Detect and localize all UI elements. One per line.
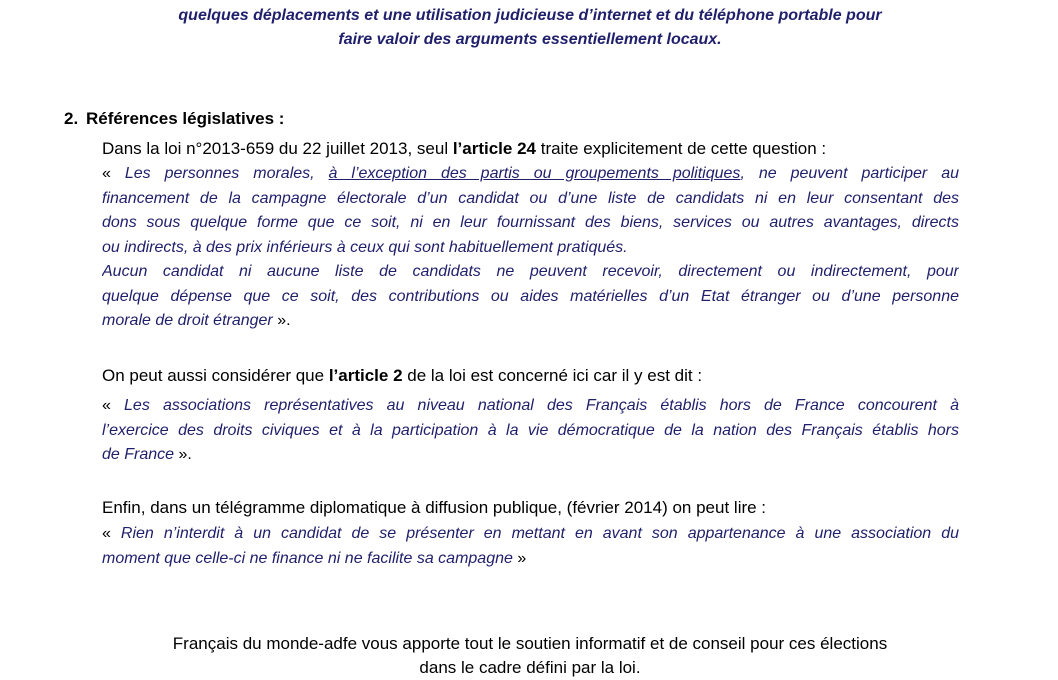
- quote3-open-mark: «: [102, 525, 121, 542]
- section-title: Références législatives :: [86, 109, 285, 128]
- quote1-line-5: Aucun candidat ni aucune liste de candidats ne peuvent recevoir, directement ou indirectement, pour: [102, 263, 959, 280]
- quote1-line-7: [102, 309, 959, 334]
- quote1-close-mark: ».: [272, 312, 291, 329]
- section-number: 2.: [64, 109, 79, 128]
- quote-article-24: [102, 162, 959, 334]
- quote1-open-mark: «: [102, 165, 125, 182]
- intro-line-2: faire valoir des arguments essentiellement locaux.: [338, 31, 722, 48]
- quote2-line-3: [102, 443, 959, 468]
- paragraph-article-24: [102, 137, 959, 161]
- quote3-line-2: [102, 547, 959, 572]
- intro-line-1: quelques déplacements et une utilisation judicieuse d’internet et du téléphone portable pour: [178, 7, 882, 24]
- quote2-line-3-text: de France: [102, 446, 175, 463]
- article-2-reference: l’article 2: [328, 366, 403, 385]
- quote1-line-1-a: Les personnes morales,: [124, 165, 329, 182]
- closing-statement: [100, 632, 960, 680]
- quote2-line-1-text: Les associations représentatives au niveau national des Français établis hors de France concourent à: [124, 397, 959, 414]
- article-24-reference: l’article 24: [452, 139, 536, 158]
- para2-text-after: de la loi est concerné ici car il y est dit :: [402, 366, 703, 385]
- quote2-close-mark: ».: [174, 446, 192, 463]
- para1-text-before: Dans la loi n°2013-659 du 22 juillet 2013, seul: [102, 139, 453, 158]
- quote1-line-6: quelque dépense que ce soit, des contributions ou aides matérielles d’un Etat étranger ou d’une personne: [102, 287, 959, 305]
- quote2-line-2: l’exercice des droits civiques et à la participation à la vie démocratique de la nation des Français établis hors: [102, 421, 959, 439]
- quote3-line-1: [102, 522, 959, 547]
- quote2-line-1: [102, 394, 959, 419]
- quote3-line-1-text: Rien n’interdit à un candidat de se présenter en mettant en avant son appartenance à une association du: [120, 525, 959, 542]
- section-heading: [64, 107, 284, 131]
- para1-text-after: traite explicitement de cette question :: [536, 139, 827, 158]
- quote-telegram: [102, 522, 959, 571]
- quote-article-2: [102, 394, 959, 468]
- closing-line-2: dans le cadre défini par la loi.: [419, 658, 641, 677]
- quote1-line-7-text: morale de droit étranger: [102, 312, 273, 329]
- quote1-line-1: [102, 162, 959, 187]
- closing-line-1: Français du monde-adfe vous apporte tout le soutien informatif et de conseil pour ces élections: [172, 634, 888, 653]
- quote3-line-2-text: moment que celle-ci ne finance ni ne facilite sa campagne: [102, 549, 513, 567]
- para2-text-before: On peut aussi considérer que: [102, 366, 329, 385]
- quote2-open-mark: «: [102, 397, 125, 414]
- quote1-line-2: financement de la campagne électorale d’un candidat ou d’une liste de candidats ni en leur consentant des: [102, 189, 959, 207]
- quote1-line-4: ou indirects, à des prix inférieurs à ceux qui sont habituellement pratiqués.: [102, 238, 628, 256]
- quote1-line-3: dons sous quelque forme que ce soit, ni en leur fournissant des biens, services ou autres avantages, directs: [102, 214, 959, 231]
- para3-text: Enfin, dans un télégramme diplomatique à diffusion publique, (février 2014) on peut lire :: [102, 498, 767, 517]
- quote1-line-1-b: , ne peuvent participer au: [740, 165, 959, 182]
- quote1-underlined-exception: à l’exception des partis ou groupements politiques: [328, 165, 741, 182]
- paragraph-telegram: [102, 496, 959, 520]
- paragraph-article-2: [102, 364, 959, 388]
- quote3-close-mark: »: [512, 549, 527, 567]
- intro-paragraph: [100, 4, 960, 52]
